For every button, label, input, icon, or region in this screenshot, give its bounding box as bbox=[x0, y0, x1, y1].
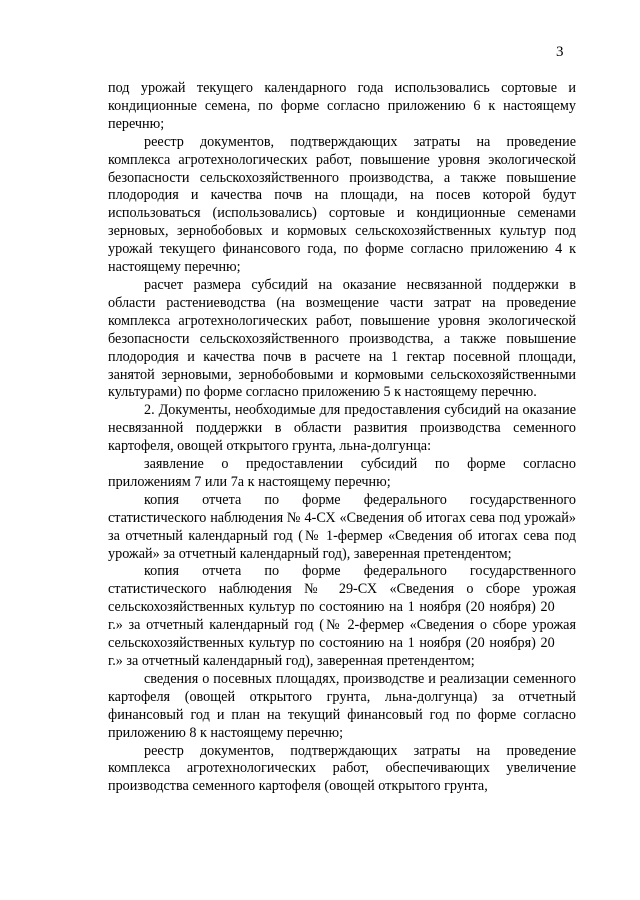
paragraph-2: реестр документов, подтверждающих затраты на проведение комплекса агротехнологических работ, повышение уровня экологической безопасности сельскохозяйственного производства, а также повышение плодородия и качества почв на площади, на посев которой будут использоваться (использовались) сортовые и кондиционные семенами зерновых, зернобобовых и кормовых сельскохозяйственных культур под урожай текущего финансового года, по форме согласно приложению 4 к настоящему перечню; bbox=[108, 133, 576, 276]
paragraph-4: 2. Документы, необходимые для предоставления субсидий на оказание несвязанной поддержки в области развития производства семенного картофеля, овощей открытого грунта, льна-долгунца: bbox=[108, 402, 576, 455]
body-text bbox=[108, 80, 576, 796]
page-number: 3 bbox=[556, 44, 564, 60]
paragraph-6: копия отчета по форме федерального государственного статистического наблюдения № 4-СХ «Сведения об итогах сева под урожай» за отчетный календарный год (№ 1-фермер «Сведения об итогах сева под урожай» за отчетный календарный год), заверенная претендентом; bbox=[108, 491, 576, 562]
paragraph-1: под урожай текущего календарного года использовались сортовые и кондиционные семена, по форме согласно приложению 6 к настоящему перечню; bbox=[108, 80, 576, 132]
paragraph-9: реестр документов, подтверждающих затраты на проведение комплекса агротехнологических работ, обеспечивающих увеличение производства семенного картофеля (овощей открытого грунта, bbox=[108, 742, 576, 795]
paragraph-5: заявление о предоставлении субсидий по форме согласно приложениям 7 или 7а к настоящему перечню; bbox=[108, 456, 576, 490]
paragraph-7: копия отчета по форме федерального государственного статистического наблюдения № 29-СХ «Сведения о сборе урожая сельскохозяйственных культур по состоянию на 1 ноября (20 ноября) 20 г.» за отчетный календарный год (№ 2-фермер «Сведения о сборе урожая сельскохозяйственных культур по состоянию на 1 ноября (20 ноября) 20 г.» за отчетный календарный год), заверенная претендентом; bbox=[108, 563, 576, 669]
paragraph-8: сведения о посевных площадях, производстве и реализации семенного картофеля (овощей открытого грунта, льна-долгунца) за отчетный финансовый год и план на текущий финансовый год по форме согласно приложению 8 к настоящему перечню; bbox=[108, 670, 576, 741]
paragraph-3: расчет размера субсидий на оказание несвязанной поддержки в области растениеводства (на возмещение части затрат на проведение комплекса агротехнологических работ, повышение уровня экологической безопасности сельскохозяйственного производства, а также повышение плодородия и качества почв в расчете на 1 гектар посевной площади, занятой зерновыми, зернобобовыми и кормовыми сельскохозяйственными культурами) по форме согласно приложению 5 к настоящему перечню. bbox=[108, 276, 576, 401]
